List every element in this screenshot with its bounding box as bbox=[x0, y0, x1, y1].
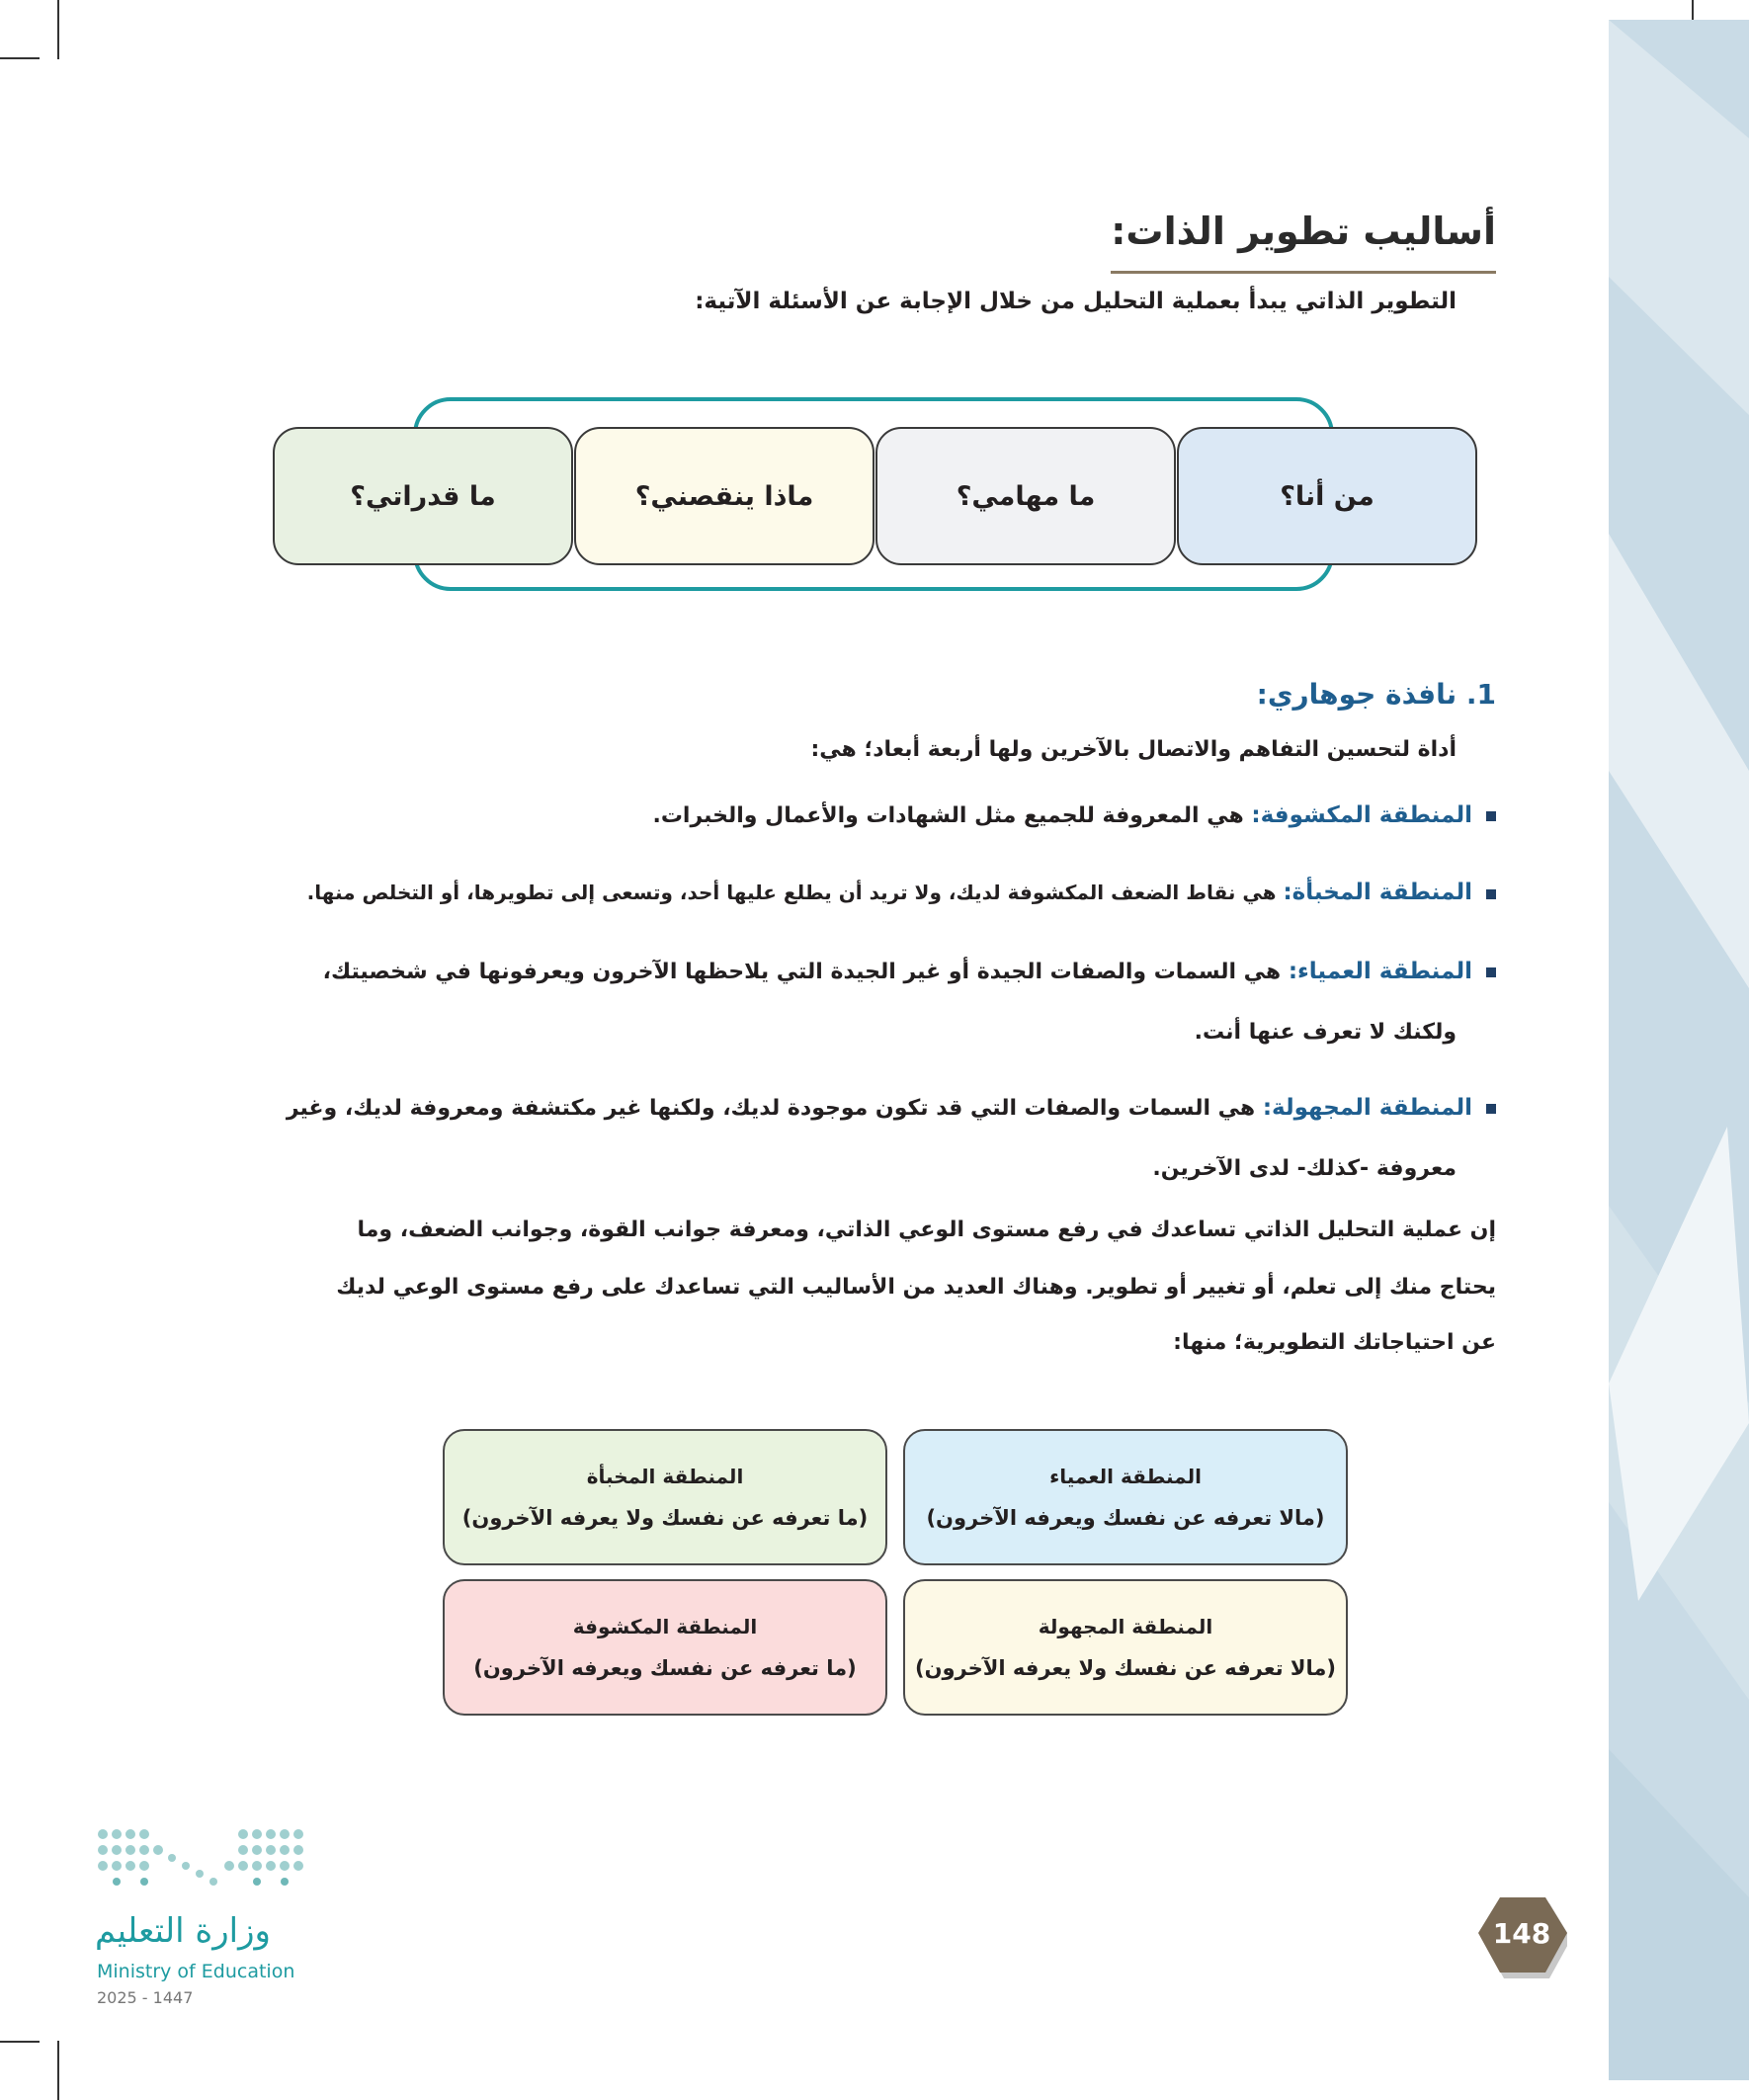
johari-description: (مالا تعرفه عن نفسك ويعرفه الآخرون) bbox=[926, 1506, 1325, 1530]
crop-mark bbox=[0, 2041, 40, 2043]
johari-title: المنطقة المجهولة bbox=[1038, 1615, 1213, 1638]
johari-description: (مالا تعرفه عن نفسك ولا يعرفه الآخرون) bbox=[914, 1656, 1337, 1680]
page-number: 148 bbox=[1492, 1916, 1551, 1950]
edition-year: 2025 - 1447 bbox=[97, 1988, 194, 2007]
bullet-text: هي السمات والصفات التي قد تكون موجودة لديك، ولكنها غير مكتشفة ومعروفة لديك، وغير bbox=[286, 1096, 1263, 1121]
bullet-continuation: ولكنك لا تعرف عنها أنت. bbox=[1194, 1020, 1457, 1045]
bullet-hidden-area bbox=[307, 880, 1496, 905]
crop-mark bbox=[57, 2041, 59, 2100]
ministry-name-english: Ministry of Education bbox=[97, 1961, 295, 1982]
johari-description: (ما تعرفه عن نفسك ويعرفه الآخرون) bbox=[473, 1656, 857, 1680]
johari-hidden-area bbox=[443, 1429, 887, 1565]
intro-text: التطوير الذاتي يبدأ بعملية التحليل من خلال الإجابة عن الأسئلة الآتية: bbox=[695, 289, 1457, 314]
paragraph-line: يحتاج منك إلى تعلم، أو تغيير أو تطوير. وهناك العديد من الأساليب التي تساعدك على رفع مستوى الوعي لديك bbox=[336, 1275, 1496, 1300]
johari-description: (ما تعرفه عن نفسك ولا يعرفه الآخرون) bbox=[461, 1506, 869, 1530]
bullet-open-area bbox=[652, 802, 1496, 828]
bullet-term: المنطقة المجهولة: bbox=[1262, 1095, 1472, 1121]
question-my-tasks: ما مهامي؟ bbox=[875, 427, 1176, 565]
ministry-logo-dots-icon bbox=[95, 1824, 312, 1903]
bullet-square-icon bbox=[1486, 889, 1496, 899]
bullet-term: المنطقة العمياء: bbox=[1288, 959, 1472, 984]
johari-title: المنطقة المكشوفة bbox=[572, 1615, 758, 1638]
section-title: 1. نافذة جوهاري: bbox=[1256, 678, 1496, 711]
crop-mark bbox=[0, 57, 40, 59]
johari-title: المنطقة العمياء bbox=[1049, 1465, 1202, 1488]
bullet-term: المنطقة المكشوفة: bbox=[1251, 802, 1472, 828]
bullet-text: هي المعروفة للجميع مثل الشهادات والأعمال والخبرات. bbox=[652, 803, 1252, 828]
question-who-am-i: من أنا؟ bbox=[1177, 427, 1477, 565]
bullet-square-icon bbox=[1486, 811, 1496, 821]
bullet-blind-area bbox=[323, 959, 1496, 984]
question-what-i-lack: ماذا ينقصني؟ bbox=[574, 427, 874, 565]
crop-mark bbox=[57, 0, 59, 59]
question-my-abilities: ما قدراتي؟ bbox=[273, 427, 573, 565]
bullet-square-icon bbox=[1486, 1104, 1496, 1114]
decorative-side-strip bbox=[1609, 20, 1749, 2080]
bullet-text: هي السمات والصفات الجيدة أو غير الجيدة التي يلاحظها الآخرون ويعرفونها في شخصيتك، bbox=[322, 960, 1289, 984]
johari-unknown-area bbox=[903, 1579, 1348, 1716]
bullet-square-icon bbox=[1486, 967, 1496, 977]
johari-title: المنطقة المخبأة bbox=[586, 1465, 744, 1488]
bullet-term: المنطقة المخبأة: bbox=[1283, 880, 1472, 905]
page-number-badge bbox=[1476, 1893, 1567, 1984]
paragraph-line: عن احتياجاتك التطويرية؛ منها: bbox=[1173, 1330, 1496, 1355]
ministry-name-arabic: وزارة التعليم bbox=[95, 1911, 271, 1951]
bullet-unknown-area bbox=[287, 1095, 1496, 1121]
section-lead: أداة لتحسين التفاهم والاتصال بالآخرين ولها أربعة أبعاد؛ هي: bbox=[810, 737, 1457, 762]
paragraph-line: إن عملية التحليل الذاتي تساعدك في رفع مستوى الوعي الذاتي، ومعرفة جوانب القوة، وجوانب الضعف، وما bbox=[357, 1218, 1496, 1242]
page-title: أساليب تطوير الذات: bbox=[1111, 210, 1496, 274]
bullet-text: هي نقاط الضعف المكشوفة لديك، ولا تريد أن يطلع عليها أحد، وتسعى إلى تطويرها، أو التخلص منها. bbox=[306, 881, 1284, 904]
johari-open-area bbox=[443, 1579, 887, 1716]
bullet-continuation: معروفة -كذلك- لدى الآخرين. bbox=[1152, 1156, 1457, 1181]
johari-blind-area bbox=[903, 1429, 1348, 1565]
